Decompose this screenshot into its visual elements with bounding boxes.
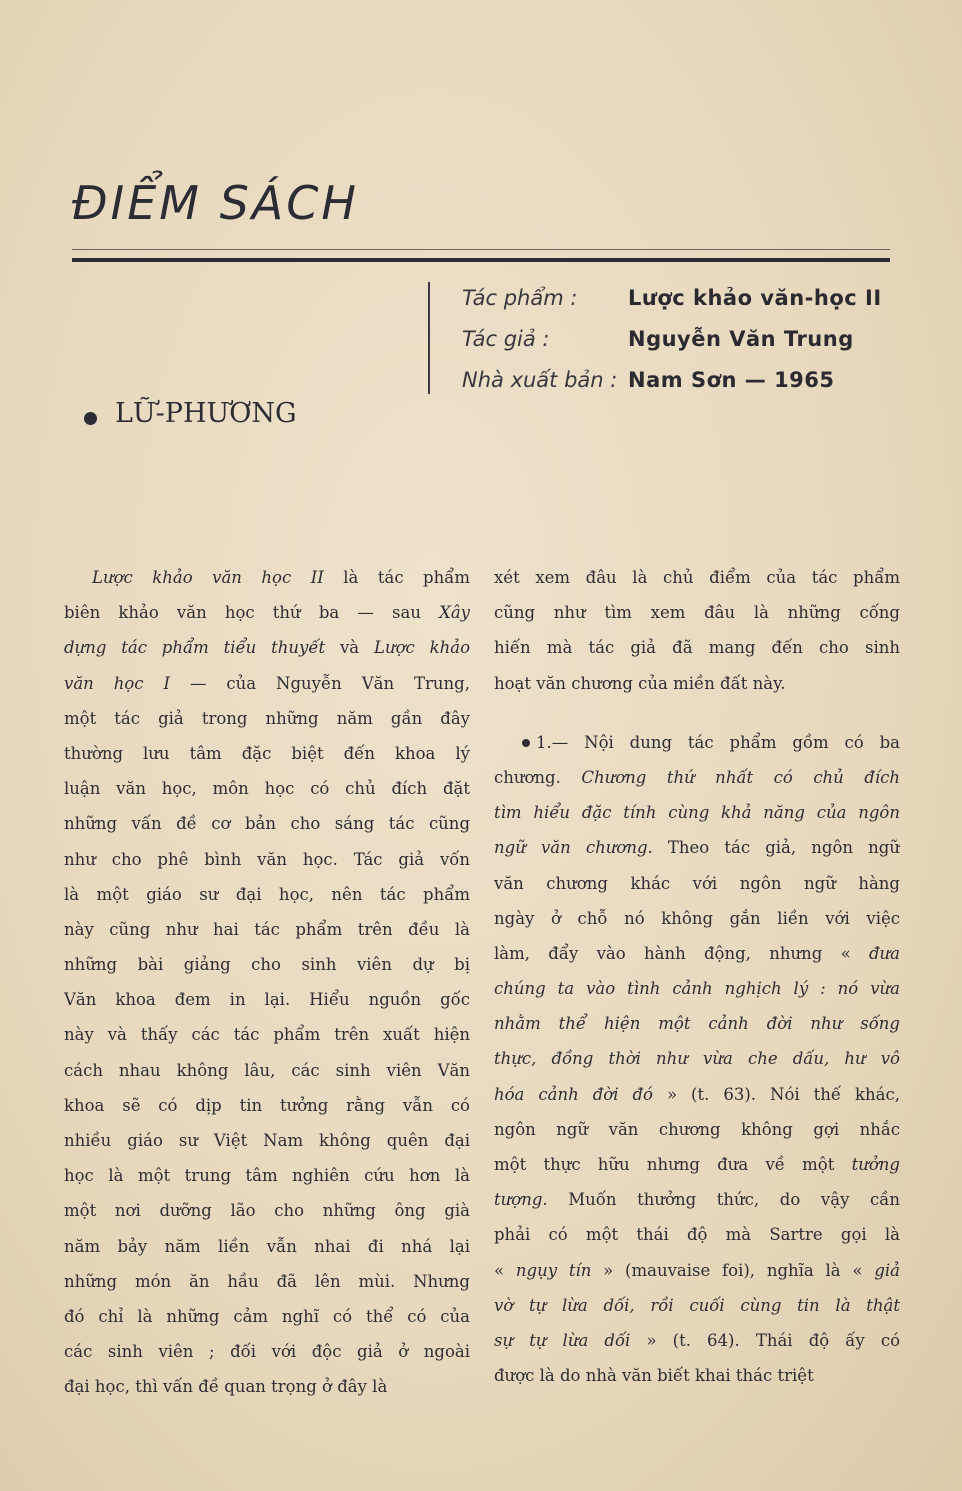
text-line — [494, 901, 900, 936]
text-line — [64, 595, 470, 630]
text-run: đó chỉ là những cảm nghĩ có thể có của — [64, 1306, 470, 1326]
text-run: khoa sẽ có dịp tin tưởng rằng vẫn có — [64, 1095, 470, 1115]
text-line — [494, 1217, 900, 1252]
text-line — [494, 795, 900, 830]
text-line — [64, 1229, 470, 1264]
text-run: Văn khoa đem in lại. Hiểu nguồn gốc — [64, 990, 470, 1010]
text-run: biên khảo văn học thứ ba — sau — [64, 603, 440, 623]
text-run: — của Nguyễn Văn Trung, — [170, 673, 470, 693]
text-run: luận văn học, môn học có chủ đích đặt — [64, 779, 470, 799]
text-run: những vấn đề cơ bản cho sáng tác cũng — [64, 814, 470, 834]
text-line — [64, 806, 470, 841]
text-run: một nơi dưỡng lão cho những ông già — [64, 1201, 470, 1221]
text-line — [64, 912, 470, 947]
text-line — [494, 866, 900, 901]
italic-text: tượng. — [494, 1190, 548, 1210]
info-value-publisher: Nam Sơn — 1965 — [628, 368, 835, 392]
text-line — [494, 936, 900, 971]
info-label-publisher: Nhà xuất bản : — [462, 368, 618, 392]
italic-text: thực, đồng thời như vừa che dấu, hư vô — [494, 1049, 900, 1069]
text-line — [64, 1053, 470, 1088]
reviewer-name: LỮ-PHƯƠNG — [115, 398, 297, 429]
italic-text: văn học I — [64, 673, 170, 693]
info-value-author: Nguyễn Văn Trung — [628, 327, 854, 351]
text-line — [494, 1077, 900, 1112]
italic-text: vờ tự lừa dối, rồi cuối cùng tin là thật — [494, 1295, 900, 1315]
text-run: chương. — [494, 767, 582, 787]
text-line — [64, 877, 470, 912]
italic-text: ngữ văn chương. — [494, 838, 653, 858]
bullet-icon — [84, 412, 97, 425]
text-run: ngày ở chỗ nó không gắn liền với việc — [494, 908, 900, 928]
italic-text: sự tự lừa dối — [494, 1330, 631, 1350]
text-run: hiến mà tác giả đã mang đến cho sinh — [494, 638, 900, 658]
paragraph-intro — [64, 560, 470, 1405]
text-run: » (t. 64). Thái độ ấy có — [630, 1330, 900, 1350]
text-run: cách nhau không lâu, các sinh viên Văn — [64, 1060, 470, 1080]
text-line — [494, 630, 900, 665]
text-line — [64, 1264, 470, 1299]
info-label-work: Tác phẩm : — [462, 286, 578, 310]
text-line — [494, 830, 900, 865]
text-run: những món ăn hầu đã lên mùi. Nhưng — [64, 1271, 470, 1291]
paragraph-gap — [494, 701, 900, 725]
info-label-author: Tác giả : — [462, 327, 550, 351]
text-line — [494, 560, 900, 595]
text-line — [64, 842, 470, 877]
italic-text: chúng ta vào tình cảnh nghịch lý : nó vừa — [494, 979, 900, 999]
text-line — [494, 1253, 900, 1288]
italic-text: nhằm thể hiện một cảnh đời như sống — [494, 1014, 900, 1034]
bullet-icon — [522, 739, 530, 747]
text-run: này và thấy các tác phẩm trên xuất hiện — [64, 1025, 470, 1045]
text-run: học là một trung tâm nghiên cứu hơn là — [64, 1166, 470, 1186]
book-info — [462, 286, 902, 409]
text-line — [494, 1323, 900, 1358]
text-run: xét xem đâu là chủ điểm của tác phẩm — [494, 568, 900, 587]
text-line — [494, 1182, 900, 1217]
text-line — [64, 1369, 470, 1404]
column-left — [64, 560, 470, 1405]
text-line — [494, 595, 900, 630]
italic-text: hóa cảnh đời đó — [494, 1084, 653, 1104]
text-line — [64, 982, 470, 1017]
divider-rule — [72, 258, 890, 262]
italic-text: ngụy tín — [515, 1260, 592, 1280]
text-run: hoạt văn chương của miền đất này. — [494, 673, 786, 693]
text-line — [494, 666, 900, 701]
italic-text: tưởng — [851, 1155, 900, 1174]
text-run: văn chương khác với ngôn ngữ hàng — [494, 873, 900, 893]
text-run: các sinh viên ; đối với độc giả ở ngoài — [64, 1342, 470, 1362]
text-run: nhiều giáo sư Việt Nam không quên đại — [64, 1131, 470, 1150]
text-run: Muốn thưởng thức, do vậy cần — [547, 1190, 900, 1210]
info-value-work: Lược khảo văn-học II — [628, 286, 882, 310]
text-run: » (t. 63). Nói thế khác, — [652, 1084, 900, 1104]
text-line — [494, 760, 900, 795]
text-run: là một giáo sư đại học, nên tác phẩm — [64, 884, 470, 904]
text-line — [64, 1299, 470, 1334]
text-line — [64, 736, 470, 771]
text-line — [64, 666, 470, 701]
text-line — [64, 1158, 470, 1193]
reviewer-byline — [84, 398, 297, 429]
italic-text: Chương thứ nhất có chủ đích — [581, 767, 900, 787]
italic-text: đưa — [868, 943, 900, 963]
text-run: Theo tác giả, ngôn ngữ — [652, 838, 900, 858]
text-run: đại học, thì vấn đề quan trọng ở đây là — [64, 1377, 388, 1397]
info-row-author — [462, 327, 902, 368]
text-run: làm, đẩy vào hành động, nhưng « — [494, 943, 869, 963]
section-title: ĐIỂM SÁCH — [72, 176, 359, 230]
text-line — [64, 630, 470, 665]
text-line — [64, 947, 470, 982]
text-run: » (mauvaise foi), nghĩa là « — [591, 1260, 875, 1280]
italic-text: Lược khảo văn học II — [92, 568, 324, 587]
text-line — [64, 1123, 470, 1158]
italic-text: dựng tác phẩm tiểu thuyết — [64, 638, 326, 658]
italic-text: tìm hiểu đặc tính cùng khả năng của ngôn — [494, 803, 900, 823]
text-line — [64, 1017, 470, 1052]
text-line — [64, 1334, 470, 1369]
text-run: ngôn ngữ văn chương không gợi nhắc — [494, 1119, 900, 1139]
text-run: là tác phẩm — [323, 568, 470, 587]
text-run: những bài giảng cho sinh viên dự bị — [64, 955, 470, 975]
text-run: và — [325, 638, 374, 658]
text-line — [494, 725, 900, 760]
text-run: này cũng như hai tác phẩm trên đều là — [64, 919, 470, 939]
italic-text: Xây — [439, 603, 470, 623]
text-line — [494, 1112, 900, 1147]
info-row-publisher — [462, 368, 902, 409]
text-line — [494, 1358, 900, 1393]
paragraph-section-1 — [494, 725, 900, 1394]
text-run: phải có một thái độ mà Sartre gọi là — [494, 1225, 900, 1245]
text-line — [494, 1006, 900, 1041]
text-line — [494, 1041, 900, 1076]
divider-thin — [72, 249, 890, 250]
text-run: được là do nhà văn biết khai thác triệt — [494, 1366, 814, 1386]
text-line — [64, 701, 470, 736]
info-vertical-bar — [428, 282, 430, 394]
text-run: một tác giả trong những năm gần đây — [64, 708, 470, 728]
italic-text: giả — [874, 1260, 900, 1280]
text-run: thường lưu tâm đặc biệt đến khoa lý — [64, 743, 470, 763]
info-row-work — [462, 286, 902, 327]
text-run: như cho phê bình văn học. Tác giả vốn — [64, 849, 470, 869]
text-run: một thực hữu nhưng đưa về một — [494, 1155, 852, 1174]
italic-text: Lược khảo — [374, 638, 470, 658]
text-line — [494, 1288, 900, 1323]
text-run: cũng như tìm xem đâu là những cống — [494, 603, 900, 623]
text-line — [64, 771, 470, 806]
text-run: « — [494, 1260, 516, 1280]
paragraph-intro-end — [494, 560, 900, 701]
column-right — [494, 560, 900, 1393]
text-line — [64, 1193, 470, 1228]
text-line — [64, 560, 470, 595]
text-line — [494, 971, 900, 1006]
text-run: năm bảy năm liền vẫn nhai đi nhá lại — [64, 1236, 470, 1256]
text-run: 1.— Nội dung tác phẩm gồm có ba — [536, 732, 900, 752]
text-line — [494, 1147, 900, 1182]
text-line — [64, 1088, 470, 1123]
